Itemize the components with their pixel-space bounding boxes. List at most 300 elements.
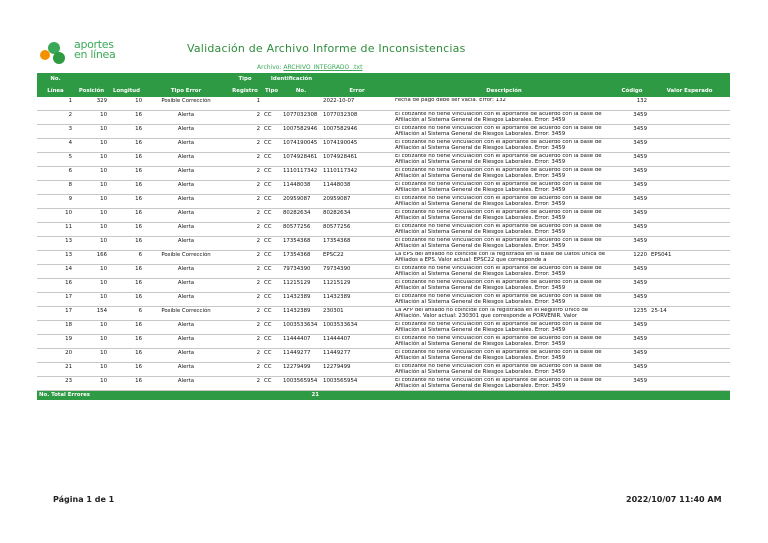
- row-descripcion: [393, 125, 615, 139]
- table-row: [37, 349, 730, 363]
- row-tipo-id: CC: [262, 321, 281, 335]
- row-no-id: 80282634: [281, 209, 321, 223]
- row-tipo-error: Alerta: [144, 223, 228, 237]
- row-descripcion: [393, 321, 615, 335]
- row-valor-esperado: [649, 335, 730, 349]
- row-no-id: 17354368: [281, 251, 321, 265]
- row-tipo-id: CC: [262, 349, 281, 363]
- row-descripcion-text: El cotizante no tiene vinculación con el aportante de acuerdo con la base de Afiliación al Sistema General de Riesgos Laborales. Error: 3459: [395, 336, 602, 347]
- row-codigo: 3459: [615, 349, 649, 363]
- row-descripcion: [393, 377, 615, 391]
- row-longitud: 16: [109, 279, 144, 293]
- row-tipo-error: Alerta: [144, 279, 228, 293]
- row-tipo-id: CC: [262, 181, 281, 195]
- row-valor-esperado: [649, 237, 730, 251]
- row-codigo: 3459: [615, 111, 649, 125]
- row-posicion: 10: [74, 125, 109, 139]
- row-tipo-id: CC: [262, 237, 281, 251]
- row-descripcion: [393, 251, 615, 265]
- table-row: [37, 153, 730, 167]
- row-longitud: 16: [109, 237, 144, 251]
- row-descripcion: [393, 279, 615, 293]
- row-posicion: 166: [74, 251, 109, 265]
- row-longitud: 16: [109, 167, 144, 181]
- table-row: [37, 321, 730, 335]
- row-tipo-id: CC: [262, 167, 281, 181]
- row-descripcion-text: El cotizante no tiene vinculación con el aportante de acuerdo con la base de Afiliación al Sistema General de Riesgos Laborales. Error: 3459: [395, 168, 602, 179]
- row-valor-esperado: [649, 97, 730, 111]
- row-descripcion-text: El cotizante no tiene vinculación con el aportante de acuerdo con la base de Afiliación al Sistema General de Riesgos Laborales. Error: 3459: [395, 112, 602, 123]
- row-valor-esperado: [649, 265, 730, 279]
- row-posicion: 10: [74, 139, 109, 153]
- row-tipo-error: Alerta: [144, 321, 228, 335]
- inconsistencias-table: [37, 73, 730, 400]
- row-tipo-error: Alerta: [144, 377, 228, 391]
- row-valor-esperado: EPS041: [649, 251, 730, 265]
- row-no-id: 11444407: [281, 335, 321, 349]
- row-no-id: 12279499: [281, 363, 321, 377]
- row-longitud: 6: [109, 251, 144, 265]
- row-descripcion: [393, 195, 615, 209]
- row-error: 20959087: [321, 195, 393, 209]
- row-tipo-id: CC: [262, 223, 281, 237]
- row-tipo-id: CC: [262, 377, 281, 391]
- row-posicion: 10: [74, 237, 109, 251]
- row-linea: 1: [37, 97, 74, 111]
- row-posicion: 10: [74, 335, 109, 349]
- table-row: [37, 125, 730, 139]
- table-row: [37, 251, 730, 265]
- row-linea: 18: [37, 321, 74, 335]
- col-codigo: Código: [615, 85, 649, 97]
- col-tipo-id: Tipo: [262, 85, 281, 97]
- row-no-id: 1007582946: [281, 125, 321, 139]
- row-error: 12279499: [321, 363, 393, 377]
- row-error: 1003565954: [321, 377, 393, 391]
- row-registro: 2: [228, 279, 262, 293]
- row-longitud: 16: [109, 265, 144, 279]
- row-no-id: 80577256: [281, 223, 321, 237]
- col-tipo-error: Tipo Error: [144, 85, 228, 97]
- row-posicion: 10: [74, 111, 109, 125]
- row-descripcion-text: El cotizante no tiene vinculación con el aportante de acuerdo con la base de Afiliación al Sistema General de Riesgos Laborales. Error: 3459: [395, 238, 602, 249]
- table-row: [37, 363, 730, 377]
- row-tipo-id: CC: [262, 363, 281, 377]
- row-descripcion-text: La AFP del afiliado no coincide con la registrada en el Registro Único de Afiliación. Valor actual: 230301 que corresponde a PORVENIR. Valor: [395, 308, 589, 319]
- row-linea: 23: [37, 377, 74, 391]
- total-errores-value: 21: [228, 391, 321, 401]
- col-error: Error: [321, 85, 393, 97]
- page-title: Validación de Archivo Informe de Inconsistencias: [187, 42, 466, 55]
- table-row: [37, 111, 730, 125]
- row-codigo: 132: [615, 97, 649, 111]
- row-codigo: 3459: [615, 363, 649, 377]
- row-descripcion: [393, 265, 615, 279]
- col-linea: Línea: [37, 85, 74, 97]
- table-row: [37, 307, 730, 321]
- row-valor-esperado: [649, 349, 730, 363]
- row-tipo-id: CC: [262, 139, 281, 153]
- row-valor-esperado: [649, 181, 730, 195]
- row-error: 1074928461: [321, 153, 393, 167]
- row-error: 1003533634: [321, 321, 393, 335]
- row-tipo-id: CC: [262, 307, 281, 321]
- row-codigo: 3459: [615, 153, 649, 167]
- row-posicion: 10: [74, 181, 109, 195]
- row-codigo: 3459: [615, 321, 649, 335]
- row-longitud: 16: [109, 195, 144, 209]
- row-registro: 2: [228, 111, 262, 125]
- row-codigo: 3459: [615, 223, 649, 237]
- row-codigo: 3459: [615, 279, 649, 293]
- row-codigo: 3459: [615, 209, 649, 223]
- row-error: 11215129: [321, 279, 393, 293]
- col-registro: Registro: [228, 85, 262, 97]
- logo-text-aportes: aportes: [74, 38, 114, 51]
- row-no-id: 17354368: [281, 237, 321, 251]
- row-descripcion-text: El cotizante no tiene vinculación con el aportante de acuerdo con la base de Afiliación al Sistema General de Riesgos Laborales. Error: 3459: [395, 140, 602, 151]
- row-tipo-error: Alerta: [144, 153, 228, 167]
- total-errores-label: No. Total Errores: [37, 391, 228, 401]
- row-tipo-error: Alerta: [144, 139, 228, 153]
- row-posicion: 10: [74, 209, 109, 223]
- row-linea: 4: [37, 139, 74, 153]
- row-descripcion-text: El cotizante no tiene vinculación con el aportante de acuerdo con la base de Afiliación al Sistema General de Riesgos Laborales. Error: 3459: [395, 154, 602, 165]
- table-row: [37, 279, 730, 293]
- row-posicion: 10: [74, 377, 109, 391]
- row-linea: 21: [37, 363, 74, 377]
- row-error: 80577256: [321, 223, 393, 237]
- row-linea: 2: [37, 111, 74, 125]
- row-no-id: 79734390: [281, 265, 321, 279]
- row-tipo-id: CC: [262, 125, 281, 139]
- row-error: 11449277: [321, 349, 393, 363]
- row-linea: 14: [37, 265, 74, 279]
- row-linea: 16: [37, 279, 74, 293]
- row-codigo: 3459: [615, 265, 649, 279]
- table-row: [37, 139, 730, 153]
- row-linea: 17: [37, 293, 74, 307]
- archivo-line: [257, 64, 362, 71]
- row-tipo-error: Alerta: [144, 265, 228, 279]
- row-valor-esperado: [649, 293, 730, 307]
- row-tipo-error: Alerta: [144, 181, 228, 195]
- row-registro: 1: [228, 97, 262, 111]
- row-descripcion: [393, 223, 615, 237]
- row-registro: 2: [228, 307, 262, 321]
- row-descripcion: [393, 237, 615, 251]
- row-valor-esperado: [649, 279, 730, 293]
- table-footer-row: [37, 391, 730, 401]
- table-header-row-2: [37, 85, 730, 97]
- row-registro: 2: [228, 125, 262, 139]
- row-posicion: 10: [74, 363, 109, 377]
- row-no-id: 20959087: [281, 195, 321, 209]
- logo-dots-icon: [40, 42, 68, 64]
- table-row: [37, 181, 730, 195]
- row-error: 1110117342: [321, 167, 393, 181]
- row-tipo-error: Alerta: [144, 111, 228, 125]
- table-row: [37, 377, 730, 391]
- page-number: Página 1 de 1: [53, 495, 115, 504]
- row-tipo-id: CC: [262, 265, 281, 279]
- row-registro: 2: [228, 223, 262, 237]
- table-row: [37, 223, 730, 237]
- row-linea: 6: [37, 167, 74, 181]
- row-tipo-error: Posible Corrección: [144, 97, 228, 111]
- row-registro: 2: [228, 293, 262, 307]
- row-linea: 20: [37, 349, 74, 363]
- row-tipo-id: CC: [262, 111, 281, 125]
- col-tipo: Tipo: [228, 73, 262, 85]
- row-posicion: 10: [74, 223, 109, 237]
- row-registro: 2: [228, 349, 262, 363]
- row-error: 1074190045: [321, 139, 393, 153]
- row-no-id: 1074190045: [281, 139, 321, 153]
- row-codigo: 3459: [615, 125, 649, 139]
- row-tipo-error: Posible Corrección: [144, 307, 228, 321]
- row-registro: 2: [228, 153, 262, 167]
- row-tipo-error: Alerta: [144, 209, 228, 223]
- row-longitud: 16: [109, 349, 144, 363]
- row-tipo-id: CC: [262, 293, 281, 307]
- table-row: [37, 335, 730, 349]
- row-error: 11448038: [321, 181, 393, 195]
- row-error: 230301: [321, 307, 393, 321]
- row-descripcion: [393, 167, 615, 181]
- row-descripcion-text: El cotizante no tiene vinculación con el aportante de acuerdo con la base de Afiliación al Sistema General de Riesgos Laborales. Error: 3459: [395, 280, 602, 291]
- archivo-label: Archivo:: [257, 64, 282, 71]
- table-row: [37, 97, 730, 111]
- row-valor-esperado: [649, 195, 730, 209]
- row-codigo: 3459: [615, 293, 649, 307]
- row-registro: 2: [228, 377, 262, 391]
- row-descripcion-text: El cotizante no tiene vinculación con el aportante de acuerdo con la base de Afiliación al Sistema General de Riesgos Laborales. Error: 3459: [395, 378, 602, 389]
- row-error: 11432389: [321, 293, 393, 307]
- row-posicion: 154: [74, 307, 109, 321]
- row-valor-esperado: [649, 363, 730, 377]
- col-valor-esperado: Valor Esperado: [649, 85, 730, 97]
- row-registro: 2: [228, 321, 262, 335]
- row-longitud: 16: [109, 321, 144, 335]
- row-descripcion: [393, 97, 615, 111]
- row-tipo-error: Alerta: [144, 125, 228, 139]
- row-longitud: 16: [109, 209, 144, 223]
- row-descripcion: [393, 293, 615, 307]
- row-no-id: [281, 97, 321, 111]
- row-error: 1077032308: [321, 111, 393, 125]
- row-linea: 13: [37, 237, 74, 251]
- row-descripcion-text: El cotizante no tiene vinculación con el aportante de acuerdo con la base de Afiliación al Sistema General de Riesgos Laborales. Error: 3459: [395, 350, 602, 361]
- row-codigo: 3459: [615, 195, 649, 209]
- row-longitud: 16: [109, 139, 144, 153]
- row-tipo-id: CC: [262, 251, 281, 265]
- row-tipo-error: Alerta: [144, 195, 228, 209]
- row-tipo-error: Alerta: [144, 167, 228, 181]
- row-posicion: 10: [74, 293, 109, 307]
- row-descripcion: [393, 139, 615, 153]
- row-descripcion-text: El cotizante no tiene vinculación con el aportante de acuerdo con la base de Afiliación al Sistema General de Riesgos Laborales. Error: 3459: [395, 126, 602, 137]
- row-valor-esperado: [649, 377, 730, 391]
- row-tipo-id: CC: [262, 279, 281, 293]
- row-error: 1007582946: [321, 125, 393, 139]
- row-longitud: 16: [109, 293, 144, 307]
- row-linea: 5: [37, 153, 74, 167]
- col-identificacion: Identificación: [262, 73, 321, 85]
- row-longitud: 16: [109, 125, 144, 139]
- row-longitud: 16: [109, 223, 144, 237]
- row-registro: 2: [228, 209, 262, 223]
- row-no-id: 1110117342: [281, 167, 321, 181]
- row-descripcion: [393, 335, 615, 349]
- row-descripcion-text: El cotizante no tiene vinculación con el aportante de acuerdo con la base de Afiliación al Sistema General de Riesgos Laborales. Error: 3459: [395, 224, 602, 235]
- row-no-id: 1077032308: [281, 111, 321, 125]
- row-registro: 2: [228, 139, 262, 153]
- row-posicion: 329: [74, 97, 109, 111]
- row-error: 2022-10-07: [321, 97, 393, 111]
- row-valor-esperado: [649, 153, 730, 167]
- table-row: [37, 265, 730, 279]
- row-posicion: 10: [74, 279, 109, 293]
- row-registro: 2: [228, 363, 262, 377]
- row-tipo-id: CC: [262, 209, 281, 223]
- row-error: 80282634: [321, 209, 393, 223]
- row-posicion: 10: [74, 321, 109, 335]
- row-no-id: 1003565954: [281, 377, 321, 391]
- row-tipo-error: Alerta: [144, 237, 228, 251]
- row-valor-esperado: [649, 321, 730, 335]
- row-tipo-error: Alerta: [144, 349, 228, 363]
- table-row: [37, 167, 730, 181]
- row-registro: 2: [228, 181, 262, 195]
- row-descripcion-text: El cotizante no tiene vinculación con el aportante de acuerdo con la base de Afiliación al Sistema General de Riesgos Laborales. Error: 3459: [395, 364, 602, 375]
- row-registro: 2: [228, 195, 262, 209]
- row-linea: 13: [37, 251, 74, 265]
- row-longitud: 16: [109, 153, 144, 167]
- row-linea: 8: [37, 181, 74, 195]
- row-no-id: 11448038: [281, 181, 321, 195]
- row-no-id: 11449277: [281, 349, 321, 363]
- row-tipo-id: [262, 97, 281, 111]
- row-linea: 11: [37, 223, 74, 237]
- row-codigo: 3459: [615, 335, 649, 349]
- row-longitud: 10: [109, 97, 144, 111]
- print-datetime: 2022/10/07 11:40 AM: [626, 495, 722, 504]
- row-error: 79734390: [321, 265, 393, 279]
- row-codigo: 3459: [615, 237, 649, 251]
- row-descripcion: [393, 153, 615, 167]
- row-tipo-error: Alerta: [144, 335, 228, 349]
- row-error: EPSC22: [321, 251, 393, 265]
- col-longitud: Longitud: [109, 85, 144, 97]
- row-longitud: 16: [109, 181, 144, 195]
- row-longitud: 16: [109, 335, 144, 349]
- row-codigo: 3459: [615, 139, 649, 153]
- table-row: [37, 195, 730, 209]
- row-no-id: 1074928461: [281, 153, 321, 167]
- row-descripcion-text: La EPS del afiliado no coincide con la registrada en la Base de Datos Única de Afiliados a EPS. Valor actual: EPSC22 que corresponde a: [395, 252, 606, 263]
- col-no: No.: [37, 73, 74, 85]
- row-linea: 10: [37, 209, 74, 223]
- col-no-id: No.: [281, 85, 321, 97]
- row-linea: 9: [37, 195, 74, 209]
- table-row: [37, 293, 730, 307]
- table-row: [37, 237, 730, 251]
- row-registro: 2: [228, 167, 262, 181]
- row-error: 11444407: [321, 335, 393, 349]
- row-tipo-error: Alerta: [144, 293, 228, 307]
- row-descripcion-text: El cotizante no tiene vinculación con el aportante de acuerdo con la base de Afiliación al Sistema General de Riesgos Laborales. Error: 3459: [395, 322, 602, 333]
- row-error: 17354368: [321, 237, 393, 251]
- row-tipo-id: CC: [262, 153, 281, 167]
- row-valor-esperado: [649, 167, 730, 181]
- row-descripcion: [393, 181, 615, 195]
- row-linea: 17: [37, 307, 74, 321]
- row-codigo: 3459: [615, 167, 649, 181]
- row-descripcion: [393, 209, 615, 223]
- row-no-id: 1003533634: [281, 321, 321, 335]
- row-longitud: 16: [109, 377, 144, 391]
- logo-text-en-linea: en línea: [74, 48, 116, 61]
- row-codigo: 1220: [615, 251, 649, 265]
- row-valor-esperado: [649, 209, 730, 223]
- row-linea: 3: [37, 125, 74, 139]
- row-linea: 19: [37, 335, 74, 349]
- row-valor-esperado: [649, 125, 730, 139]
- row-valor-esperado: [649, 139, 730, 153]
- row-registro: 2: [228, 335, 262, 349]
- row-valor-esperado: [649, 111, 730, 125]
- row-registro: 2: [228, 237, 262, 251]
- row-tipo-id: CC: [262, 335, 281, 349]
- row-posicion: 10: [74, 153, 109, 167]
- aportes-en-linea-logo: [40, 40, 120, 66]
- col-posicion: Posición: [74, 85, 109, 97]
- row-descripcion: [393, 307, 615, 321]
- row-registro: 2: [228, 265, 262, 279]
- table-row: [37, 209, 730, 223]
- row-descripcion: [393, 363, 615, 377]
- row-posicion: 10: [74, 195, 109, 209]
- row-posicion: 10: [74, 265, 109, 279]
- row-valor-esperado: 25-14: [649, 307, 730, 321]
- row-longitud: 16: [109, 363, 144, 377]
- row-tipo-error: Alerta: [144, 363, 228, 377]
- row-codigo: 1235: [615, 307, 649, 321]
- row-descripcion: [393, 349, 615, 363]
- row-descripcion-text: El cotizante no tiene vinculación con el aportante de acuerdo con la base de Afiliación al Sistema General de Riesgos Laborales. Error: 3459: [395, 210, 602, 221]
- row-descripcion-text: Fecha de pago debe ser vacía. Error: 132: [395, 98, 506, 103]
- row-no-id: 11432389: [281, 307, 321, 321]
- table-header-row-1: [37, 73, 730, 85]
- row-descripcion: [393, 111, 615, 125]
- row-descripcion-text: El cotizante no tiene vinculación con el aportante de acuerdo con la base de Afiliación al Sistema General de Riesgos Laborales. Error: 3459: [395, 196, 602, 207]
- row-descripcion-text: El cotizante no tiene vinculación con el aportante de acuerdo con la base de Afiliación al Sistema General de Riesgos Laborales. Error: 3459: [395, 266, 602, 277]
- row-codigo: 3459: [615, 377, 649, 391]
- row-no-id: 11215129: [281, 279, 321, 293]
- row-posicion: 10: [74, 349, 109, 363]
- row-tipo-error: Posible Corrección: [144, 251, 228, 265]
- row-descripcion-text: El cotizante no tiene vinculación con el aportante de acuerdo con la base de Afiliación al Sistema General de Riesgos Laborales. Error: 3459: [395, 294, 602, 305]
- row-codigo: 3459: [615, 181, 649, 195]
- archivo-value: ARCHIVO_INTEGRADO_.txt: [283, 64, 363, 71]
- row-posicion: 10: [74, 167, 109, 181]
- row-registro: 2: [228, 251, 262, 265]
- row-valor-esperado: [649, 223, 730, 237]
- col-descripcion: Descripción: [393, 85, 615, 97]
- row-longitud: 16: [109, 111, 144, 125]
- row-no-id: 11432389: [281, 293, 321, 307]
